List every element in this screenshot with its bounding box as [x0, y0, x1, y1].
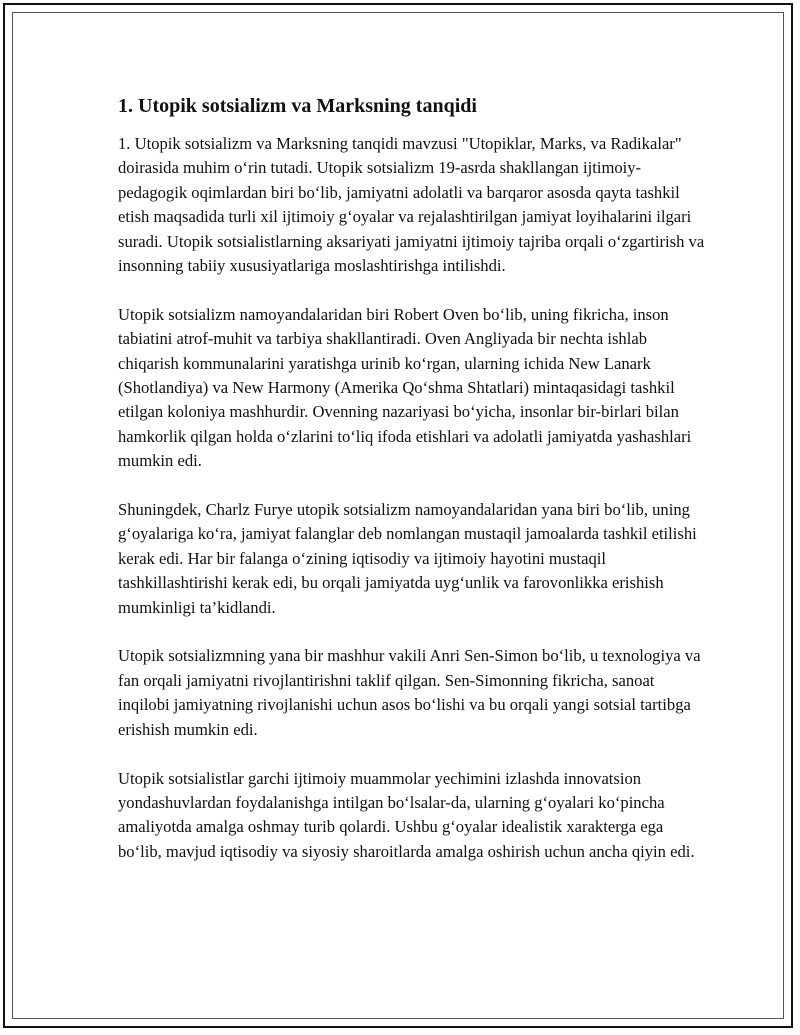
paragraph-conclusion: Utopik sotsialistlar garchi ijtimoiy muammolar yechimini izlashda innovatsion yondashuvlardan foydalanishga intilgan bo‘lsalar-da, ularning g‘oyalari ko‘pincha amaliyotda amalga oshmay turib qolardi. Ushbu g‘oyalar idealistik xarakterga ega bo‘lib, mavjud iqtisodiy va siyosiy sharoitlarda amalga oshirish uchun ancha qiyin edi.: [118, 768, 695, 861]
paragraph-sen-simon: Utopik sotsializmning yana bir mashhur vakili Anri Sen-Simon bo‘lib, u texnologiya va fan orqali jamiyatni rivojlantirishni taklif qilgan. Sen-Simonning fikricha, sanoat inqilobi jamiyatning rivojlanishi uchun asos bo‘lishi va bu orqali yangi sotsial tartibga erishish mumkin edi.: [118, 646, 701, 739]
paragraph-robert-oven: Utopik sotsializm namoyandalaridan biri Robert Oven bo‘lib, uning fikricha, inson tabiatini atrof-muhit va tarbiya shakllantiradi. Oven Angliyada bir nechta ishlab chiqarish kommunalarini yaratishga urinib ko‘rgan, ularning ichida New Lanark (Shotlandiya) va New Harmony (Amerika Qo‘shma Shtatlari) mintaqasidagi tashkil etilgan koloniya mashhurdir. Ovenning nazariyasi bo‘yicha, insonlar bir-birlari bilan hamkorlik qilgan holda o‘zlarini to‘liq ifoda etishlari va adolatli jamiyatda yashashlari mumkin edi.: [118, 304, 692, 471]
paragraph-intro: 1. Utopik sotsializm va Marksning tanqidi mavzusi "Utopiklar, Marks, va Radikalar" doirasida muhim o‘rin tutadi. Utopik sotsializm 19-asrda shakllangan ijtimoiy-pedagogik oqimlardan biri bo‘lib, jamiyatni adolatli va barqaror asosda qayta tashkil etish maqsadida turli xil ijtimoiy g‘oyalar va rejalashtirilgan jamiyat loyihalarini ilgari suradi. Utopik sotsialistlarning aksariyati jamiyatni ijtimoiy tajriba orqali o‘zgartirish va insonning tabiiy xususiyatlariga moslashtirishga intilishdi.: [118, 134, 705, 276]
section-heading: 1. Utopik sotsializm va Marksning tanqidi: [118, 95, 477, 117]
paragraph-charlz-furye: Shuningdek, Charlz Furye utopik sotsializm namoyandalaridan yana biri bo‘lib, uning g‘oyalariga ko‘ra, jamiyat falanglar deb nomlangan mustaqil jamoalarda tashkil etilishi kerak edi. Har bir falanga o‘zining iqtisodiy va ijtimoiy hayotini mustaqil tashkillashtirishi kerak edi, bu orqali jamiyatda uyg‘unlik va farovonlikka erishish mumkinligi ta’kidlandi.: [118, 500, 697, 617]
document-body: [118, 92, 708, 889]
